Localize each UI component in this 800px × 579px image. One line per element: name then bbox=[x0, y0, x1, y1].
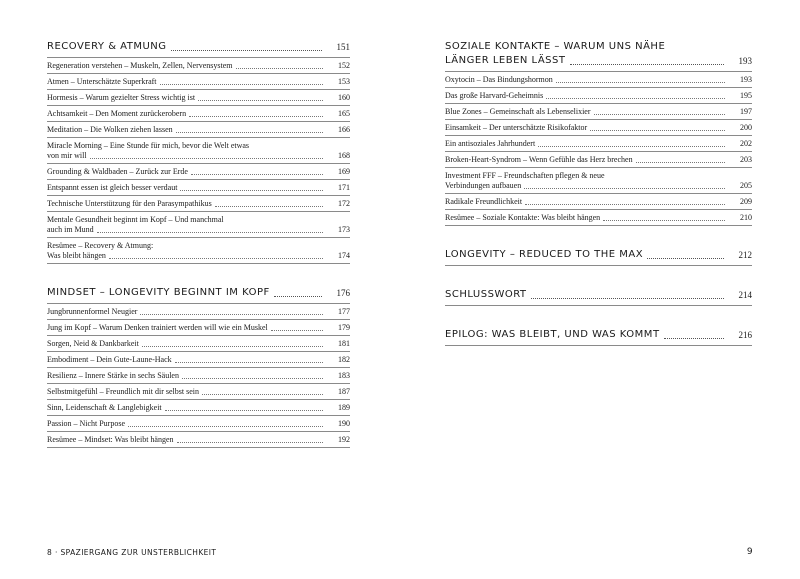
toc-entry[interactable] bbox=[47, 212, 350, 238]
dot-leader bbox=[97, 232, 323, 233]
toc-section bbox=[445, 328, 752, 346]
section-heading-text: RECOVERY & ATMUNG bbox=[47, 41, 167, 52]
entry-page-number: 169 bbox=[338, 167, 350, 176]
entry-page-number: 173 bbox=[338, 225, 350, 234]
dot-leader bbox=[90, 158, 323, 159]
entry-title: Meditation – Die Wolken ziehen lassen bbox=[47, 125, 173, 134]
toc-entry[interactable] bbox=[47, 74, 350, 90]
dot-leader bbox=[175, 362, 323, 363]
entry-page-number: 177 bbox=[338, 307, 350, 316]
dot-leader bbox=[215, 206, 323, 207]
toc-entry[interactable] bbox=[47, 400, 350, 416]
entry-title: Technische Unterstützung für den Parasympathikus bbox=[47, 199, 212, 208]
dot-leader bbox=[171, 50, 322, 51]
entry-page-number: 210 bbox=[740, 213, 752, 222]
toc-entry[interactable] bbox=[47, 336, 350, 352]
dot-leader bbox=[202, 394, 323, 395]
section-heading-text: MINDSET – LONGEVITY BEGINNT IM KOPF bbox=[47, 287, 270, 298]
entry-page-number: 179 bbox=[338, 323, 350, 332]
entry-title: Blue Zones – Gemeinschaft als Lebenselixier bbox=[445, 107, 591, 116]
entry-title: Resümee – Soziale Kontakte: Was bleibt hängen bbox=[445, 213, 601, 222]
entry-page-number: 182 bbox=[338, 355, 350, 364]
entry-title: Oxytocin – Das Bindungshormon bbox=[445, 75, 553, 84]
toc-entry[interactable] bbox=[445, 194, 752, 210]
toc-entry[interactable] bbox=[445, 210, 752, 226]
toc-entry[interactable] bbox=[445, 120, 752, 136]
entry-title: Was bleibt hängen bbox=[47, 251, 106, 260]
dot-leader bbox=[109, 258, 323, 259]
dot-leader bbox=[594, 114, 725, 115]
dot-leader bbox=[176, 132, 323, 133]
toc-section bbox=[47, 40, 350, 264]
entry-title: Entspannt essen ist gleich besser verdaut bbox=[47, 183, 178, 192]
toc-entry[interactable] bbox=[445, 152, 752, 168]
toc-entry[interactable] bbox=[47, 58, 350, 74]
entry-title: Einsamkeit – Der unterschätzte Risikofaktor bbox=[445, 123, 588, 132]
entry-title: Verbindungen aufbauen bbox=[445, 181, 522, 190]
dot-leader bbox=[531, 298, 724, 299]
toc-entry[interactable] bbox=[47, 106, 350, 122]
entry-title: Mentale Gesundheit beginnt im Kopf – Und manchmal bbox=[47, 215, 224, 224]
toc-section bbox=[445, 248, 752, 266]
toc-entry[interactable] bbox=[445, 104, 752, 120]
entry-page-number: 203 bbox=[740, 155, 752, 164]
dot-leader bbox=[165, 410, 323, 411]
entry-page-number: 189 bbox=[338, 403, 350, 412]
dot-leader bbox=[140, 314, 323, 315]
toc-entry[interactable] bbox=[47, 122, 350, 138]
toc-entry[interactable] bbox=[47, 238, 350, 264]
section-heading-text: LÄNGER LEBEN LÄSST bbox=[445, 55, 566, 66]
dot-leader bbox=[546, 98, 725, 99]
dot-leader bbox=[236, 68, 324, 69]
entry-title: Investment FFF – Freundschaften pflegen & neue bbox=[445, 171, 605, 180]
toc-section bbox=[445, 288, 752, 306]
left-column bbox=[47, 40, 350, 470]
section-heading-text: SCHLUSSWORT bbox=[445, 289, 527, 300]
section-heading bbox=[47, 40, 350, 58]
entry-title: Passion – Nicht Purpose bbox=[47, 419, 125, 428]
toc-entry[interactable] bbox=[47, 384, 350, 400]
dot-leader bbox=[271, 330, 323, 331]
dot-leader bbox=[664, 338, 724, 339]
entry-title: auch im Mund bbox=[47, 225, 94, 234]
entry-page-number: 152 bbox=[338, 61, 350, 70]
toc-entry[interactable] bbox=[47, 416, 350, 432]
entry-page-number: 195 bbox=[740, 91, 752, 100]
toc-entry[interactable] bbox=[47, 164, 350, 180]
dot-leader bbox=[525, 204, 725, 205]
entry-page-number: 187 bbox=[338, 387, 350, 396]
section-page-number: 212 bbox=[738, 250, 752, 260]
entry-page-number: 171 bbox=[338, 183, 350, 192]
dot-leader bbox=[603, 220, 725, 221]
toc-entry[interactable] bbox=[47, 432, 350, 448]
toc-entry[interactable] bbox=[47, 180, 350, 196]
entry-page-number: 190 bbox=[338, 419, 350, 428]
entry-title: Das große Harvard-Geheimnis bbox=[445, 91, 544, 100]
dot-leader bbox=[198, 100, 323, 101]
toc-entry[interactable] bbox=[47, 352, 350, 368]
entry-page-number: 193 bbox=[740, 75, 752, 84]
section-page-number: 216 bbox=[738, 330, 752, 340]
dot-leader bbox=[538, 146, 725, 147]
section-heading bbox=[445, 328, 752, 346]
section-heading bbox=[445, 248, 752, 266]
entry-title: Radikale Freundlichkeit bbox=[445, 197, 523, 206]
dot-leader bbox=[274, 296, 322, 297]
toc-entry[interactable] bbox=[445, 88, 752, 104]
entry-title: Ein antisoziales Jahrhundert bbox=[445, 139, 536, 148]
entry-page-number: 174 bbox=[338, 251, 350, 260]
dot-leader bbox=[177, 442, 323, 443]
section-page-number: 214 bbox=[738, 290, 752, 300]
section-heading bbox=[445, 288, 752, 306]
entry-title: Sorgen, Neid & Dankbarkeit bbox=[47, 339, 139, 348]
toc-entry[interactable] bbox=[47, 320, 350, 336]
dot-leader bbox=[524, 188, 725, 189]
entry-title: Achtsamkeit – Den Moment zurückerobern bbox=[47, 109, 187, 118]
dot-leader bbox=[570, 64, 725, 65]
entry-title: Embodiment – Dein Gute-Laune-Hack bbox=[47, 355, 172, 364]
dot-leader bbox=[182, 378, 323, 379]
entry-title: Grounding & Waldbaden – Zurück zur Erde bbox=[47, 167, 188, 176]
dot-leader bbox=[180, 190, 323, 191]
entry-page-number: 153 bbox=[338, 77, 350, 86]
section-heading bbox=[445, 40, 752, 72]
entry-title: Selbstmitgefühl – Freundlich mit dir selbst sein bbox=[47, 387, 199, 396]
dot-leader bbox=[590, 130, 725, 131]
dot-leader bbox=[636, 162, 725, 163]
entry-page-number: 202 bbox=[740, 139, 752, 148]
entry-page-number: 165 bbox=[338, 109, 350, 118]
toc-section bbox=[47, 286, 350, 448]
entry-page-number: 205 bbox=[740, 181, 752, 190]
toc-entry[interactable] bbox=[47, 138, 350, 164]
entry-title: Sinn, Leidenschaft & Langlebigkeit bbox=[47, 403, 162, 412]
section-heading bbox=[47, 286, 350, 304]
section-page-number: 193 bbox=[738, 56, 752, 66]
toc-entry[interactable] bbox=[47, 304, 350, 320]
entry-title: Regeneration verstehen – Muskeln, Zellen, Nervensystem bbox=[47, 61, 233, 70]
dot-leader bbox=[128, 426, 323, 427]
toc-section bbox=[445, 40, 752, 226]
entry-page-number: 181 bbox=[338, 339, 350, 348]
entry-title: Resilienz – Innere Stärke in sechs Säulen bbox=[47, 371, 179, 380]
section-heading-text: SOZIALE KONTAKTE – WARUM UNS NÄHE bbox=[445, 41, 666, 52]
entry-title: Resümee – Mindset: Was bleibt hängen bbox=[47, 435, 174, 444]
entry-page-number: 192 bbox=[338, 435, 350, 444]
entry-page-number: 197 bbox=[740, 107, 752, 116]
toc-entry[interactable] bbox=[47, 368, 350, 384]
entry-title: Jung im Kopf – Warum Denken trainiert werden will wie ein Muskel bbox=[47, 323, 268, 332]
toc-entry[interactable] bbox=[445, 136, 752, 152]
entry-title: Atmen – Unterschätzte Superkraft bbox=[47, 77, 157, 86]
entry-page-number: 200 bbox=[740, 123, 752, 132]
right-column bbox=[445, 40, 752, 368]
toc-entry[interactable] bbox=[47, 90, 350, 106]
entry-title: von mir will bbox=[47, 151, 87, 160]
entry-page-number: 172 bbox=[338, 199, 350, 208]
dot-leader bbox=[647, 258, 724, 259]
section-page-number: 151 bbox=[336, 42, 350, 52]
entry-title: Jungbrunnenformel Neugier bbox=[47, 307, 138, 316]
section-heading-text: LONGEVITY – REDUCED TO THE MAX bbox=[445, 249, 644, 260]
toc-entry[interactable] bbox=[445, 72, 752, 88]
dot-leader bbox=[189, 116, 323, 117]
entry-title: Hormesis – Warum gezielter Stress wichtig ist bbox=[47, 93, 196, 102]
section-heading-text: EPILOG: WAS BLEIBT, UND WAS KOMMT bbox=[445, 329, 660, 340]
entry-page-number: 168 bbox=[338, 151, 350, 160]
entry-title: Broken-Heart-Syndrom – Wenn Gefühle das Herz brechen bbox=[445, 155, 633, 164]
entry-title: Resümee – Recovery & Atmung: bbox=[47, 241, 154, 250]
dot-leader bbox=[142, 346, 323, 347]
entry-page-number: 183 bbox=[338, 371, 350, 380]
entry-page-number: 160 bbox=[338, 93, 350, 102]
entry-page-number: 166 bbox=[338, 125, 350, 134]
toc-entry[interactable] bbox=[445, 168, 752, 194]
dot-leader bbox=[191, 174, 323, 175]
entry-title: Miracle Morning – Eine Stunde für mich, bevor die Welt etwas bbox=[47, 141, 250, 150]
section-page-number: 176 bbox=[336, 288, 350, 298]
dot-leader bbox=[556, 82, 725, 83]
page-footer-left: 8 · SPAZIERGANG ZUR UNSTERBLICHKEIT bbox=[47, 548, 217, 557]
entry-page-number: 209 bbox=[740, 197, 752, 206]
toc-entry[interactable] bbox=[47, 196, 350, 212]
dot-leader bbox=[160, 84, 323, 85]
page-number-right: 9 bbox=[746, 547, 753, 557]
